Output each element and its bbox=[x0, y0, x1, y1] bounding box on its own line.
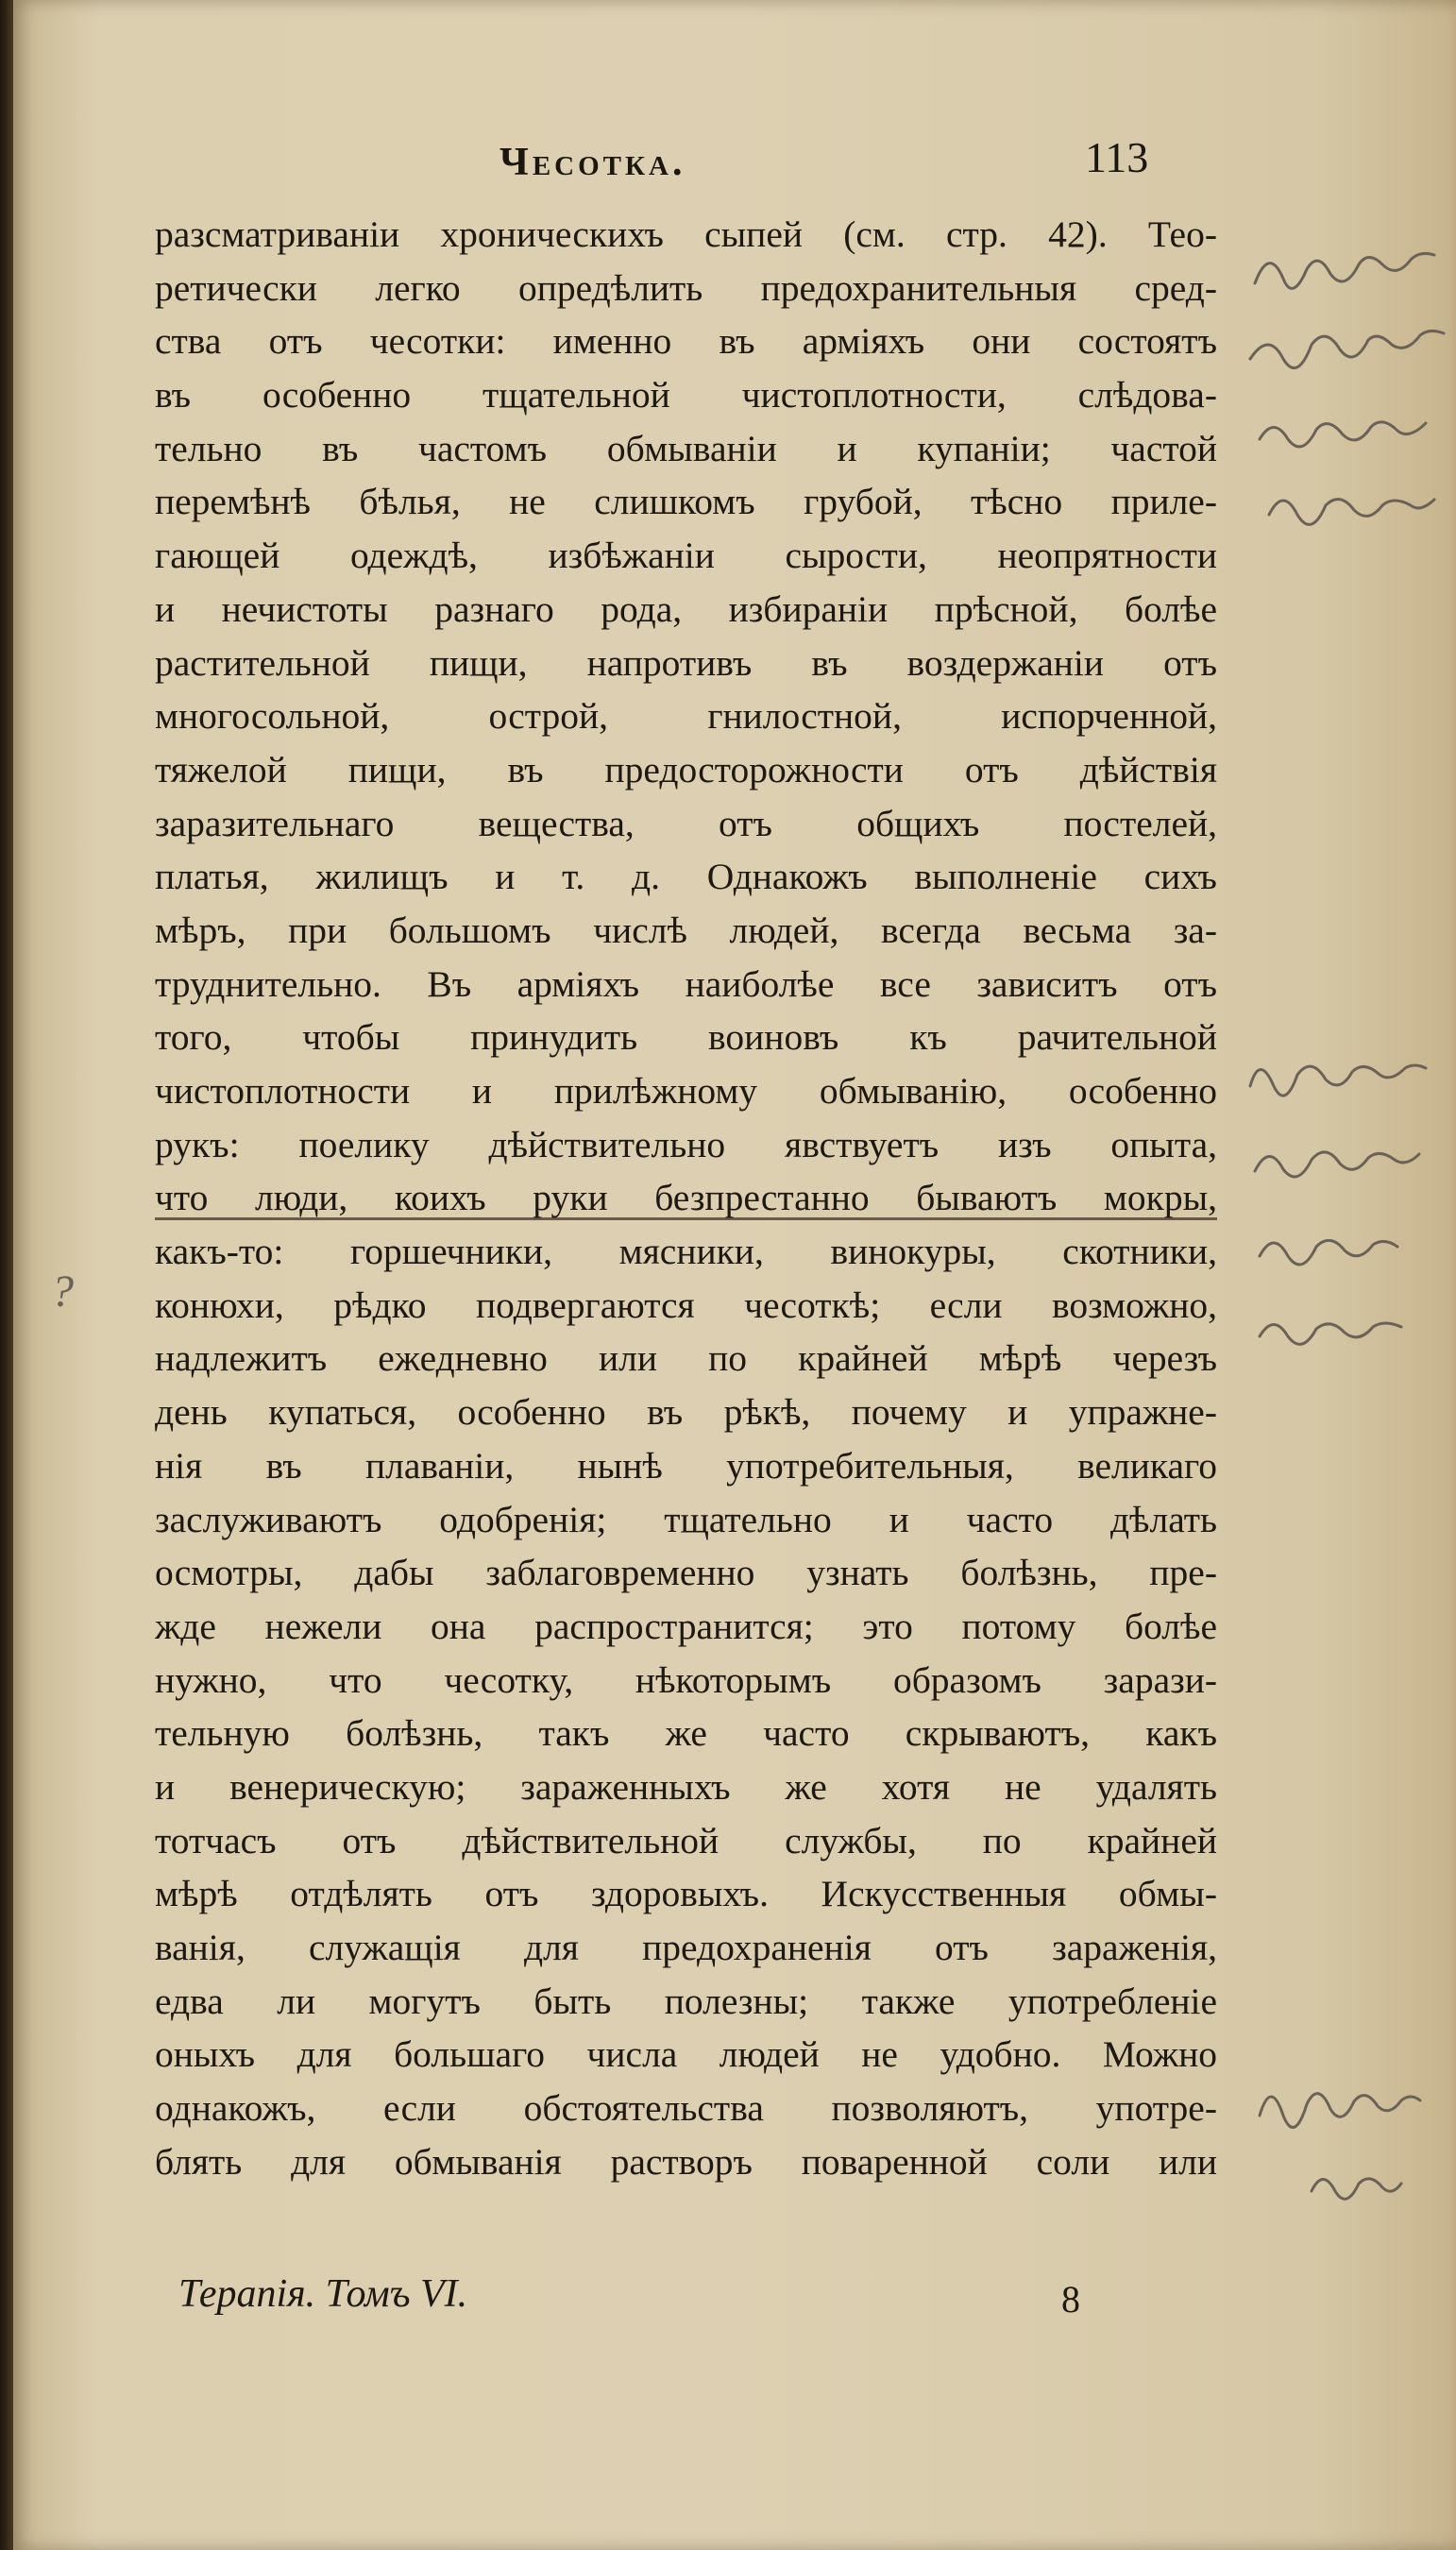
text-line: заслуживаютъ одобренія; тщательно и часто дѣлать bbox=[155, 1498, 1217, 1540]
text-line: гающей одеждѣ, избѣжаніи сырости, неопрятности bbox=[155, 535, 1217, 577]
text-line: ретически легко опредѣлить предохранительныя сред- bbox=[155, 266, 1217, 309]
text-line: оныхъ для большаго числа людей не удобно. Можно bbox=[155, 2033, 1217, 2076]
text-line: того, чтобы принудить воиновъ къ рачительной bbox=[155, 1016, 1217, 1059]
footer-volume-title: Терапія. Томъ VI. bbox=[178, 2272, 468, 2316]
text-line: какъ-то: горшечники, мясники, винокуры, скотники, bbox=[155, 1231, 1217, 1273]
text-line: осмотры, дабы заблаговременно узнать болѣзнь, пре- bbox=[155, 1552, 1217, 1594]
text-line: ванія, служащія для предохраненія отъ зараженія, bbox=[155, 1927, 1217, 1968]
text-line: жде нежели она распространится; это потому болѣе bbox=[155, 1605, 1217, 1647]
pencil-scribble bbox=[1260, 2094, 1420, 2128]
text-line: растительной пищи, напротивъ въ воздержаніи отъ bbox=[155, 641, 1217, 684]
text-line: ства отъ чесотки: именно въ арміяхъ они состоятъ bbox=[155, 320, 1217, 363]
pencil-question-mark: ? bbox=[51, 1266, 74, 1317]
text-line: разсматриваніи хроническихъ сыпей (см. стр. 42). Тео- bbox=[155, 213, 1217, 255]
book-spine-edge bbox=[0, 0, 13, 2550]
text-line: въ особенно тщательной чистоплотности, слѣдова- bbox=[155, 374, 1217, 416]
page-footer bbox=[178, 2271, 1217, 2338]
pencil-scribble-group-2 bbox=[1250, 1065, 1426, 1344]
pencil-scribble-group-3 bbox=[1260, 2094, 1420, 2200]
text-line: мѣрѣ отдѣлять отъ здоровыхъ. Искусственныя обмы- bbox=[155, 1873, 1217, 1915]
text-line: тельную болѣзнь, такъ же часто скрываютъ, какъ bbox=[155, 1712, 1217, 1755]
pencil-scribble bbox=[1260, 1323, 1401, 1344]
text-line: нія въ плаваніи, нынѣ употребительныя, великаго bbox=[155, 1444, 1217, 1487]
text-line: тяжелой пищи, въ предосторожности отъ дѣйствія bbox=[155, 748, 1217, 790]
text-line: тельно въ частомъ обмываніи и купаніи; частой bbox=[155, 427, 1217, 469]
pencil-scribble bbox=[1260, 422, 1426, 447]
text-line: что люди, коихъ руки безпрестанно бываютъ мокры, bbox=[155, 1177, 1217, 1219]
body-text bbox=[155, 208, 1217, 2188]
handwritten-margin-notes bbox=[1231, 0, 1456, 2550]
pencil-scribble bbox=[1312, 2179, 1401, 2199]
book-page bbox=[13, 0, 1456, 2550]
signature-number: 8 bbox=[1061, 2278, 1080, 2320]
pencil-scribble bbox=[1250, 1065, 1426, 1096]
text-line: блять для обмыванія растворъ поваренной соли или bbox=[155, 2140, 1217, 2183]
pencil-scribble-group-1 bbox=[1250, 253, 1444, 524]
text-line: мѣръ, при большомъ числѣ людей, всегда весьма за- bbox=[155, 909, 1217, 951]
text-line: многосольной, острой, гнилостной, испорченной, bbox=[155, 695, 1217, 738]
text-line: заразительнаго вещества, отъ общихъ постелей, bbox=[155, 802, 1217, 844]
text-line: и нечистоты разнаго рода, избираніи прѣсной, болѣе bbox=[155, 587, 1217, 630]
text-line: и венерическую; зараженныхъ же хотя не удалять bbox=[155, 1765, 1217, 1808]
page-number: 113 bbox=[1085, 133, 1149, 181]
pencil-scribble bbox=[1250, 331, 1444, 367]
text-line: надлежитъ ежедневно или по крайней мѣрѣ черезъ bbox=[155, 1337, 1217, 1380]
running-title: Чесотка. bbox=[499, 141, 686, 184]
text-line: платья, жилищъ и т. д. Однакожъ выполненіе сихъ bbox=[155, 856, 1217, 898]
text-line: труднительно. Въ арміяхъ наиболѣе все зависитъ отъ bbox=[155, 962, 1217, 1005]
text-line: день купаться, особенно въ рѣкѣ, почему и упражне- bbox=[155, 1391, 1217, 1434]
text-line: конюхи, рѣдко подвергаются чесоткѣ; если возможно, bbox=[155, 1284, 1217, 1326]
text-line: нужно, что чесотку, нѣкоторымъ образомъ зарази- bbox=[155, 1658, 1217, 1701]
text-line: перемѣнѣ бѣлья, не слишкомъ грубой, тѣсно приле- bbox=[155, 481, 1217, 523]
pencil-scribble bbox=[1260, 1240, 1397, 1265]
text-line: однакожъ, если обстоятельства позволяютъ, употре- bbox=[155, 2087, 1217, 2130]
text-line: едва ли могутъ быть полезны; также употребленіе bbox=[155, 1980, 1217, 2022]
pencil-scribble bbox=[1255, 1152, 1419, 1177]
text-line: чистоплотности и прилѣжному обмыванію, особенно bbox=[155, 1070, 1217, 1112]
text-line: тотчасъ отъ дѣйствительной службы, по крайней bbox=[155, 1819, 1217, 1862]
pencil-scribble bbox=[1269, 500, 1434, 525]
page-header bbox=[155, 132, 1194, 198]
text-line: рукъ: поелику дѣйствительно явствуетъ изъ опыта, bbox=[155, 1123, 1217, 1165]
pencil-scribble bbox=[1255, 253, 1434, 288]
